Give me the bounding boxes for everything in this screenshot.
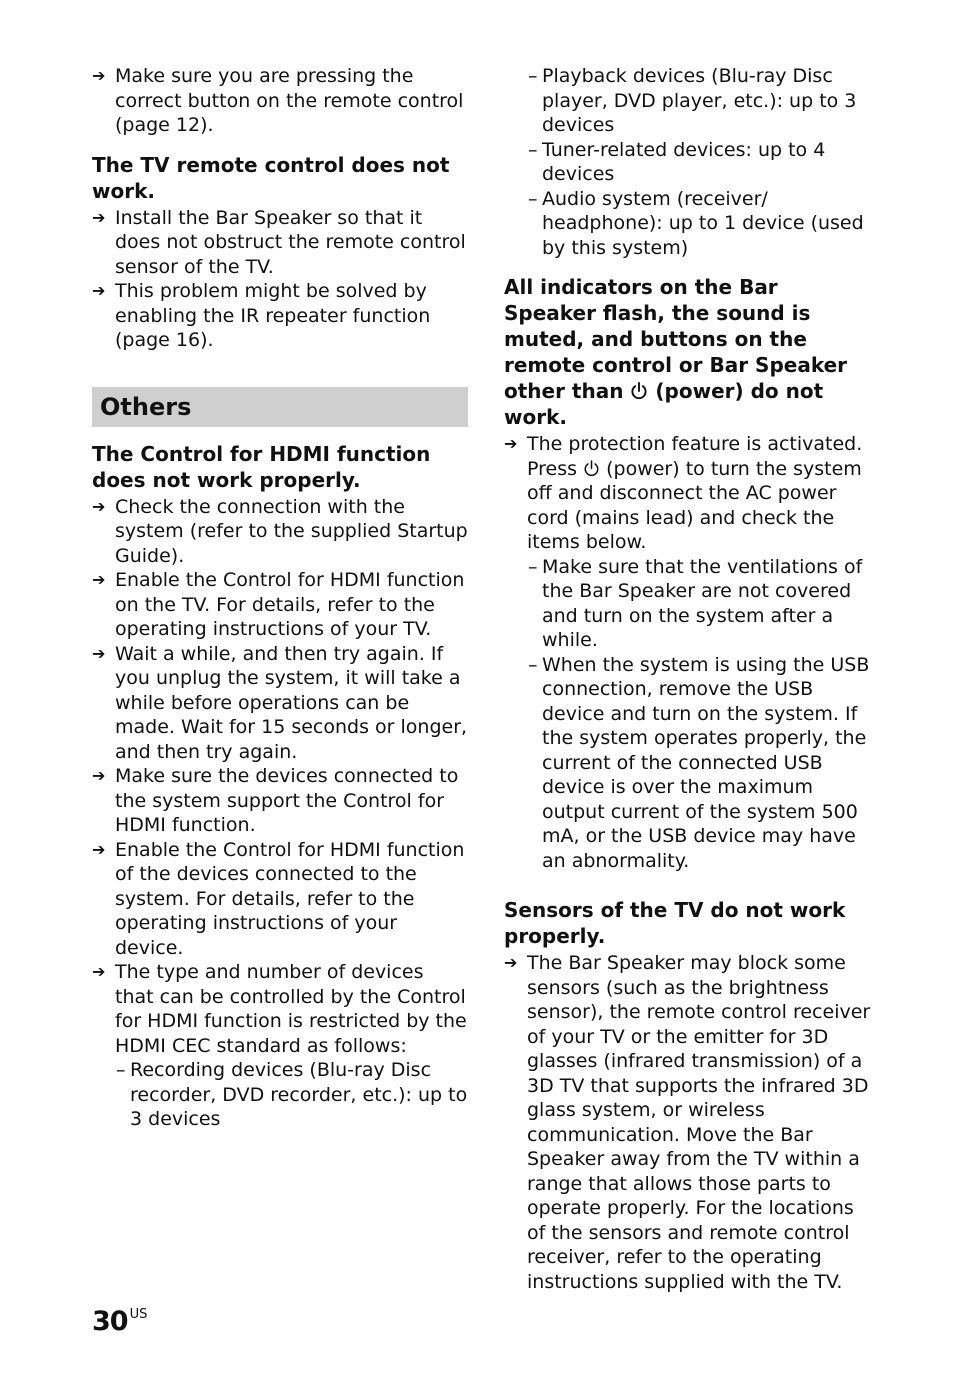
arrow-icon: ➔ [92,643,106,663]
item-text: Enable the Control for HDMI function of the devices connected to the system. For details, refer to the operating instructions of your device. [115,838,465,959]
list-item [92,642,468,765]
arrow-icon: ➔ [92,570,106,589]
dash-marker: – [116,1059,126,1081]
sub-item-text: When the system is using the USB connection, remove the USB device and turn on the system. If the system operates properly, the current of the connected USB device is over the maximum output current of the system 500 mA, or the USB device may have an abnormality. [542,653,870,872]
item-text: Wait a while, and then try again. If you unplug the system, it will take a while before operations can be made. Wait for 15 seconds or longer, and then try again. [115,642,468,763]
sub-list-item [504,653,876,874]
list-item [92,495,468,569]
arrow-icon: ➔ [92,496,106,516]
sub-list-item [504,64,876,138]
region-code: US [129,1307,148,1322]
sub-item-text: Playback devices (Blu-ray Disc player, DVD player, etc.): up to 3 devices [542,65,857,136]
list-item [504,432,876,555]
arrow-icon: ➔ [92,281,106,300]
dash-marker: – [528,187,538,210]
item-text: Install the Bar Speaker so that it does not obstruct the remote control sensor of the TV. [115,206,466,278]
list-item [92,568,468,642]
sub-list-item [92,1058,468,1132]
sub-list-item [504,555,876,653]
item-text: Check the connection with the system (refer to the supplied Startup Guide). [115,495,468,567]
section-title: Others [100,392,192,421]
power-icon [630,381,648,401]
heading-tv-remote: The TV remote control does not work. [92,152,450,203]
arrow-icon: ➔ [92,66,106,85]
arrow-icon: ➔ [504,434,518,453]
list-item [92,764,468,838]
sub-item-text: Audio system (receiver/ headphone): up to 1 device (used by this system) [542,187,864,259]
list-item [504,951,876,1294]
sub-list-item [504,187,876,261]
arrow-icon: ➔ [92,766,106,785]
heading-sensors: Sensors of the TV do not work properly. [504,898,846,948]
page-number-value: 30 [92,1306,128,1337]
dash-marker: – [528,138,538,161]
heading-text: (power) do not work. [504,379,824,429]
item-text: Enable the Control for HDMI function on the TV. For details, refer to the operating instructions of your TV. [115,569,465,640]
list-item [92,838,468,961]
left-column [92,64,468,1132]
item-text: The protection feature is activated. Press [527,433,863,480]
dash-marker: – [528,555,538,578]
right-column [504,64,876,1294]
sub-list-item [504,138,876,187]
item-text: (power) to turn the system off and disconnect the AC power cord (mains lead) and check the items below. [527,457,862,553]
heading-text: All indicators on the Bar Speaker flash, the sound is muted, and buttons on the remote control or Bar Speaker other than [504,275,848,403]
arrow-icon: ➔ [92,962,106,981]
arrow-icon: ➔ [504,953,518,972]
heading-hdmi: The Control for HDMI function does not work properly. [92,441,431,492]
arrow-icon: ➔ [92,839,106,859]
item-text: Make sure you are pressing the correct button on the remote control (page 12). [115,65,464,136]
item-text: This problem might be solved by enabling the IR repeater function (page 16). [115,280,431,351]
item-text: The type and number of devices that can be controlled by the Control for HDMI function is restricted by the HDMI CEC standard as follows: [115,961,467,1057]
heading-indicators [504,274,876,430]
item-text: The Bar Speaker may block some sensors (such as the brightness sensor), the remote control receiver of your TV or the emitter for 3D glasses (infrared transmission) of a 3D TV that supports the infrared 3D glass system, or wireless communication. Move the Bar Speaker away from the TV within a range that allows those parts to operate properly. For the locations of the sensors and remote control receiver, refer to the operating instructions supplied with the TV. [527,952,871,1293]
dash-marker: – [528,653,538,676]
list-item [92,279,468,353]
sub-item-text: Tuner-related devices: up to 4 devices [542,138,826,185]
list-item [92,64,468,138]
power-icon [583,459,600,478]
list-item [92,206,468,280]
dash-marker: – [528,65,538,87]
sub-item-text: Recording devices (Blu-ray Disc recorder, DVD recorder, etc.): up to 3 devices [130,1059,468,1130]
sub-item-text: Make sure that the ventilations of the Bar Speaker are not covered and turn on the system after a while. [542,555,863,651]
section-header [92,387,468,427]
list-item [92,960,468,1058]
page-number [92,1306,147,1337]
item-text: Make sure the devices connected to the system support the Control for HDMI function. [115,765,459,836]
arrow-icon: ➔ [92,207,106,227]
